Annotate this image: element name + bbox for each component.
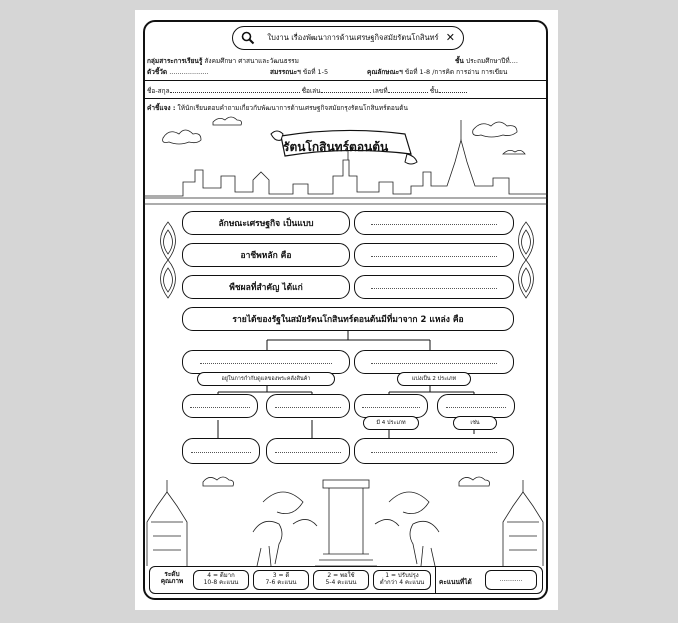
score-divider <box>435 566 436 594</box>
level-4-grade: 4 = ดีมาก <box>207 572 235 580</box>
subject-label: กลุ่มสาระการเรียนรู้ <box>147 57 203 65</box>
class-label: ชั้น <box>429 87 439 95</box>
banner-title: รัตนโกสินทร์ตอนต้น <box>283 140 389 154</box>
number-label: เลขที่ <box>372 87 388 95</box>
name-label: ชื่อ-สกุล <box>147 87 170 95</box>
revenue-question-text: รายได้ของรัฐในสมัยรัตนโกสินทร์ตอนต้นมีที่มาจาก 2 แหล่ง คือ <box>232 315 464 325</box>
level-3-box <box>253 570 309 590</box>
instruction-label: คำชี้แจง : <box>147 104 176 112</box>
character-line <box>367 67 507 77</box>
competency-label: สมรรถนะฯ <box>270 68 301 76</box>
character-value: ข้อที่ 1-8 /การคิด การอ่าน การเขียน <box>404 68 508 76</box>
left-branch-note: อยู่ในการกำกับดูแลของพระคลังสินค้า <box>197 372 335 386</box>
right-sub-2-field[interactable] <box>437 394 515 418</box>
worksheet-title: ใบงาน เรื่องพัฒนาการด้านเศรษฐกิจสมัยรัตนโกสินทร์ <box>267 33 439 42</box>
skyline-illustration <box>143 110 548 215</box>
indicator-label: ตัวชี้วัด <box>147 68 168 76</box>
right-ornament <box>509 220 543 300</box>
left-sub-2-field[interactable] <box>266 394 350 418</box>
revenue-question <box>182 307 514 331</box>
indicator-line <box>147 67 209 77</box>
answer-2-field[interactable] <box>354 243 514 267</box>
four-types-note: มี 4 ประเภท <box>363 416 419 430</box>
subject-value: สังคมศึกษา ศาสนาและวัฒนธรรม <box>204 57 299 65</box>
level-1-range: ต่ำกว่า 4 คะแนน <box>379 579 425 586</box>
number-field[interactable] <box>388 92 428 93</box>
header-divider <box>143 80 548 81</box>
earned-score-field[interactable] <box>485 570 537 590</box>
worksheet-page <box>135 10 558 610</box>
question-2 <box>182 243 350 267</box>
character-label: คุณลักษณะฯ <box>367 68 403 76</box>
instruction-text: ให้นักเรียนตอบคำถามเกี่ยวกับพัฒนาการด้านเศรษฐกิจสมัยกรุงรัตนโกสินทร์ตอนต้น <box>177 104 408 112</box>
name-field[interactable] <box>170 92 300 93</box>
indicator-value: ................... <box>169 68 209 76</box>
right-branch-note: แบ่งเป็น 2 ประเภท <box>397 372 471 386</box>
title-bar <box>232 26 464 50</box>
left-detail-1-field[interactable] <box>182 438 260 464</box>
earned-score-label: คะแนนที่ได้ <box>439 578 472 586</box>
left-detail-2-field[interactable] <box>266 438 350 464</box>
level-2-grade: 2 = พอใช้ <box>327 572 355 580</box>
revenue-source-2-field[interactable] <box>354 350 514 374</box>
such-as-note: เช่น <box>453 416 497 430</box>
nickname-field[interactable] <box>321 92 371 93</box>
mindmap-connectors <box>182 330 514 450</box>
subject-line <box>147 56 299 66</box>
revenue-source-1-field[interactable] <box>182 350 350 374</box>
level-2-range: 5-4 คะแนน <box>325 579 357 586</box>
right-sub-1-field[interactable] <box>354 394 428 418</box>
level-3-range: 7-6 คะแนน <box>265 579 297 586</box>
competency-line <box>270 67 328 77</box>
temple-swing-illustration <box>143 462 548 570</box>
question-1-text: ลักษณะเศรษฐกิจ เป็นแบบ <box>218 219 314 229</box>
grade-label: ชั้น <box>455 57 464 65</box>
student-info-line <box>147 86 467 96</box>
competency-value: ข้อที่ 1-5 <box>302 68 329 76</box>
level-1-grade: 1 = ปรับปรุง <box>385 572 419 580</box>
answer-1-field[interactable] <box>354 211 514 235</box>
nickname-label: ชื่อเล่น <box>301 87 321 95</box>
class-field[interactable] <box>439 92 467 93</box>
quality-level-label: ระดับคุณภาพ <box>160 570 184 586</box>
search-icon <box>241 31 255 45</box>
level-1-box <box>373 570 431 590</box>
level-4-range: 10-8 คะแนน <box>203 579 239 586</box>
level-4-box <box>193 570 249 590</box>
grade-value: ประถมศึกษาปีที่.... <box>465 57 518 65</box>
question-2-text: อาชีพหลัก คือ <box>240 251 292 261</box>
info-divider <box>143 98 548 99</box>
left-sub-1-field[interactable] <box>182 394 258 418</box>
answer-3-field[interactable] <box>354 275 514 299</box>
level-2-box <box>313 570 369 590</box>
close-icon: ✕ <box>445 31 455 44</box>
question-3-text: พืชผลที่สำคัญ ได้แก่ <box>229 283 303 293</box>
grade-line <box>455 56 518 66</box>
left-ornament <box>151 220 185 300</box>
earned-score-value: ............ <box>499 575 523 583</box>
question-1 <box>182 211 350 235</box>
level-3-grade: 3 = ดี <box>272 572 290 580</box>
right-detail-field[interactable] <box>354 438 514 464</box>
question-3 <box>182 275 350 299</box>
